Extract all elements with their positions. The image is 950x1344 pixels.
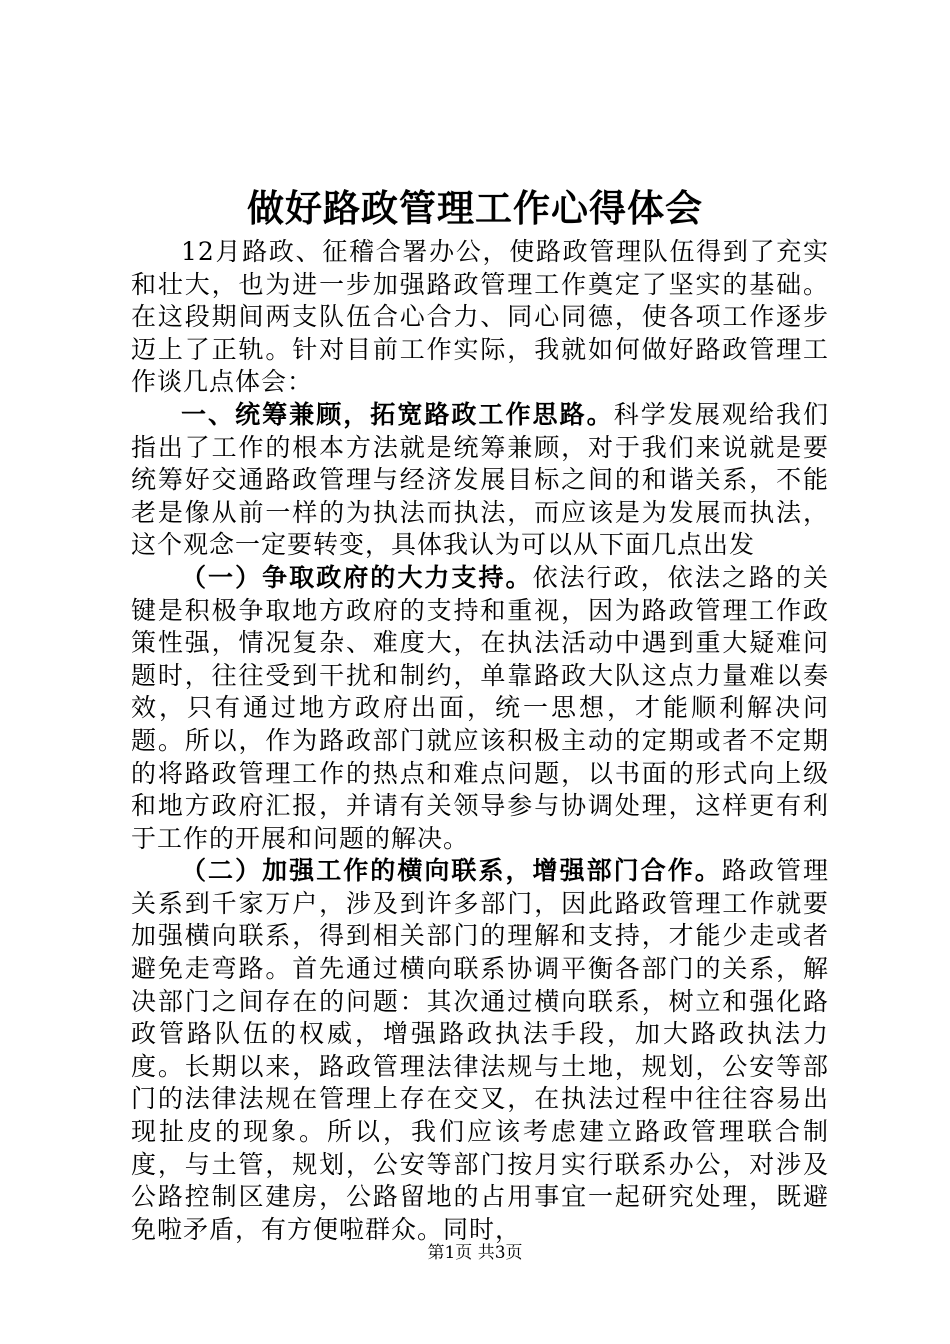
document-body <box>131 236 829 1246</box>
paragraph-text: 12月路政、征稽合署办公，使路政管理队伍得到了充实和壮大，也为进一步加强路政管理工作奠定了坚实的基础。在这段期间两支队伍合心合力、同心同德，使各项工作逐步迈上了正轨。针对目前工作实际，我就如何做好路政管理工作谈几点体会： <box>131 237 829 397</box>
subsection-heading: （一）争取政府的大力支持。 <box>181 562 533 592</box>
paragraph-text: 依法行政，依法之路的关键是积极争取地方政府的支持和重视，因为路政管理工作政策性强，情况复杂、难度大，在执法活动中遇到重大疑难问题时，往往受到干扰和制约，单靠路政大队这点力量难以奏效，只有通过地方政府出面，统一思想，才能顺利解决问题。所以，作为路政部门就应该积极主动的定期或者不定期的将路政管理工作的热点和难点问题，以书面的形式向上级和地方政府汇报，并请有关领导参与协调处理，这样更有利于工作的开展和问题的解决。 <box>131 562 829 853</box>
page-total: 共3页 <box>477 1243 523 1263</box>
page-footer <box>0 1242 950 1264</box>
document-title: 做好路政管理工作心得体会 <box>247 186 703 230</box>
section-heading: 一、统筹兼顾，拓宽路政工作思路。 <box>181 399 614 429</box>
paragraph-subsection-2 <box>131 855 829 1246</box>
paragraph-text: 科学发展观给我们指出了工作的根本方法就是统筹兼顾，对于我们来说就是要统筹好交通路政管理与经济发展目标之间的和谐关系，不能老是像从前一样的为执法而执法，而应该是为发展而执法，这个观念一定要转变，具体我认为可以从下面几点出发 <box>131 399 829 560</box>
paragraph-text: 路政管理关系到千家万户，涉及到许多部门，因此路政管理工作就要加强横向联系，得到相关部门的理解和支持，才能少走或者避免走弯路。首先通过横向联系协调平衡各部门的关系，解决部门之间存在的问题：其次通过横向联系，树立和强化路政管路队伍的权威，增强路政执法手段，加大路政执法力度。长期以来，路政管理法律法规与土地，规划，公安等部门的法律法规在管理上存在交叉，在执法过程中往往容易出现扯皮的现象。所以，我们应该考虑建立路政管理联合制度，与土管，规划，公安等部门按月实行联系办公，对涉及公路控制区建房，公路留地的占用事宜一起研究处理，既避免啦矛盾，有方便啦群众。同时， <box>131 856 829 1244</box>
paragraph-subsection-1 <box>131 562 829 855</box>
page-number: 第1页 <box>427 1243 473 1263</box>
subsection-heading: （二）加强工作的横向联系，增强部门合作。 <box>181 856 722 886</box>
paragraph-intro <box>131 236 829 399</box>
paragraph-section-1 <box>131 399 829 562</box>
